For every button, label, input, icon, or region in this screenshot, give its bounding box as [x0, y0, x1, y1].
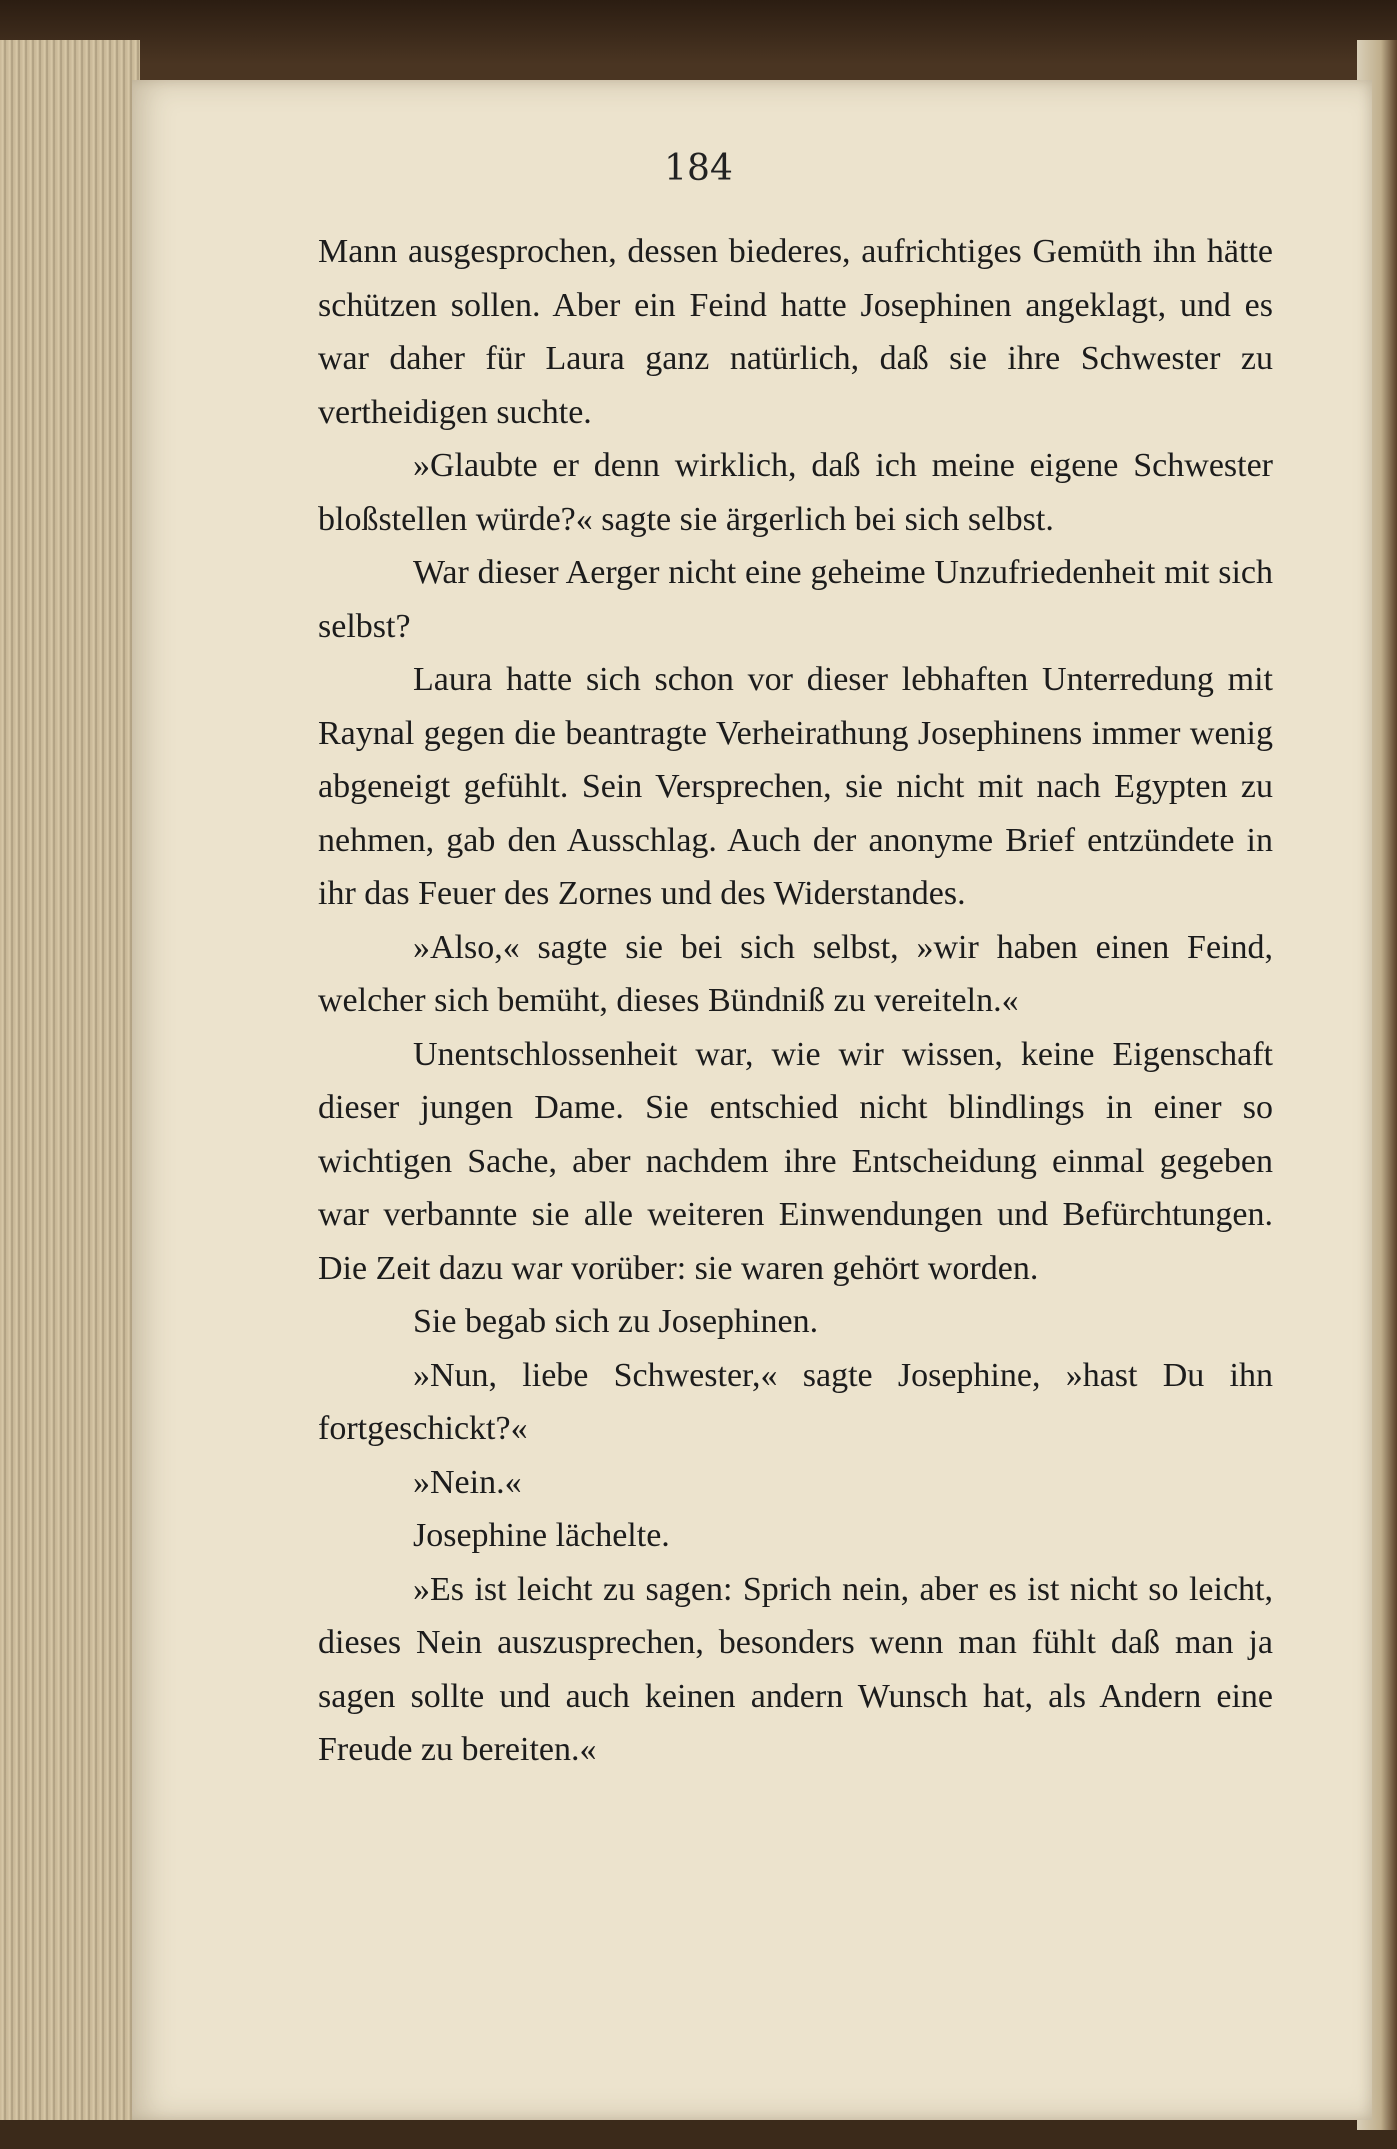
paragraph: Mann ausgesprochen, dessen biederes, aufrichtiges Gemüth ihn hätte schützen sollen. Aber ein Feind hatte Josephinen angeklagt, und es war daher für Laura ganz natürlich, daß sie ihre Schwester zu vertheidigen suchte.	[318, 233, 1273, 431]
paragraph: Sie begab sich zu Josephinen.	[413, 1303, 819, 1340]
paragraph: »Nein.«	[413, 1463, 522, 1501]
paragraph: Josephine lächelte.	[413, 1517, 670, 1554]
page-edges	[0, 40, 140, 2120]
page-number: 184	[664, 148, 733, 189]
paragraph: »Nun, liebe Schwester,« sagte Josephine, »hast Du ihn fortgeschickt?«	[318, 1356, 1273, 1447]
paragraph: »Also,« sagte sie bei sich selbst, »wir haben einen Feind, welcher sich bemüht, dieses Bündniß zu vereiteln.«	[318, 928, 1273, 1019]
paragraph: Unentschlossenheit war, wie wir wissen, keine Eigenschaft dieser jungen Dame. Sie entschied nicht blindlings in einer so wichtigen Sache, aber nachdem ihre Entscheidung einmal gegeben war verbannte sie alle weiteren Einwendungen und Befürchtungen. Die Zeit dazu war vorüber: sie waren gehört worden.	[318, 1035, 1273, 1287]
paragraph: Laura hatte sich schon vor dieser lebhaften Unterredung mit Raynal gegen die beantragte Verheirathung Josephinens immer wenig abgeneigt gefühlt. Sein Versprechen, sie nicht mit nach Egypten zu nehmen, gab den Ausschlag. Auch der anonyme Brief entzündete in ihr das Feuer des Zornes und des Widerstandes.	[318, 661, 1273, 912]
paragraph: »Glaubte er denn wirklich, daß ich meine eigene Schwester bloßstellen würde?« sagte sie ärgerlich bei sich selbst.	[318, 447, 1273, 538]
body-text	[318, 225, 1273, 1777]
paragraph: »Es ist leicht zu sagen: Sprich nein, aber es ist nicht so leicht, dieses Nein auszusprechen, besonders wenn man fühlt daß man ja sagen sollte und auch keinen andern Wunsch hat, als Andern eine Freude zu bereiten.«	[318, 1570, 1273, 1768]
paragraph: War dieser Aerger nicht eine geheime Unzufriedenheit mit sich selbst?	[318, 554, 1273, 645]
